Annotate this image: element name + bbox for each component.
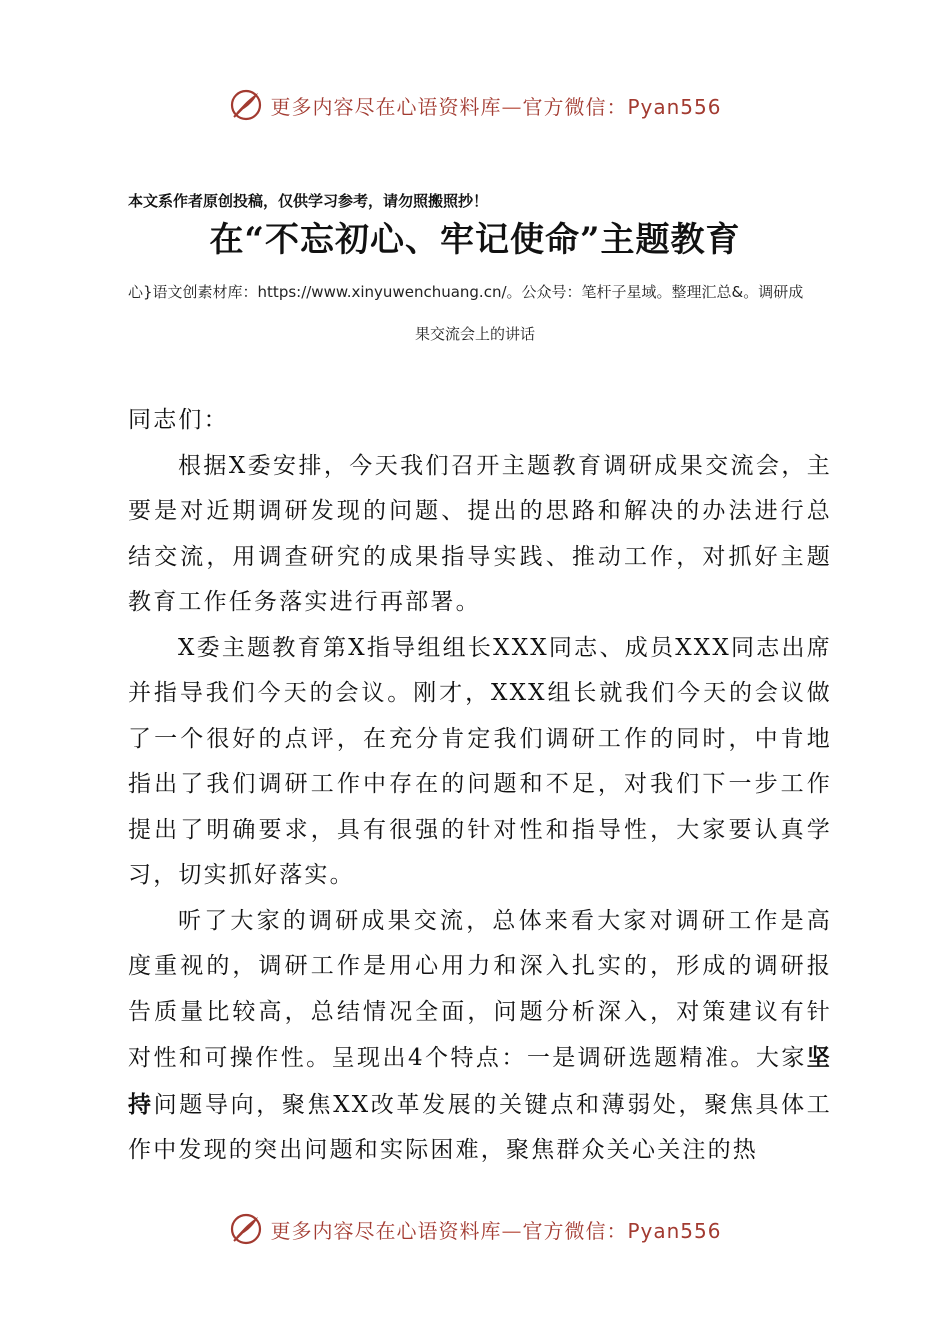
banner-main: 更多内容尽在心语资料库 [270, 1218, 502, 1243]
paragraph-3-text-c: 问题导向，聚焦XX改革发展的关键点和薄弱处，聚焦具体工作中发现的突出问题和实际困难，聚焦群众关心关注的热 [128, 1091, 832, 1163]
paragraph-3-text-b: 大家 [755, 1045, 807, 1071]
title-continuation: 果交流会上的讲话 [414, 325, 535, 343]
emphasis-keyword: 坚持 [128, 1044, 832, 1118]
banner-main: 更多内容尽在心语资料库 [270, 94, 502, 119]
page-title: 在“不忘初心、牢记使命”主题教育 [209, 220, 741, 260]
banner-text [270, 91, 721, 120]
quill-logo-icon [228, 1211, 264, 1247]
paragraph-3 [128, 899, 832, 1174]
source-line: 心}语文创素材库：https://www.xinyuwenchuang.cn/。公众号：笔杆子星域。整理汇总&。调研成 [128, 283, 804, 301]
paragraph-1: 根据X委安排，今天我们召开主题教育调研成果交流会，主要是对近期调研发现的问题、提出的思路和解决的办法进行总结交流，用调查研究的成果指导实践、推动工作，对抓好主题教育工作任务落实进行再部署。 [128, 452, 832, 615]
footer-banner [0, 1206, 950, 1252]
quill-logo-icon [228, 87, 264, 123]
banner-dash: — [501, 1218, 523, 1243]
banner-sub: 官方微信：Pyan556 [522, 1218, 722, 1243]
banner-dash: — [501, 94, 523, 119]
paragraph-2: X委主题教育第X指导组组长XXX同志、成员XXX同志出席并指导我们今天的会议。刚才，XXX组长就我们今天的会议做了一个很好的点评，在充分肯定我们调研工作的同时，中肯地指出了我们调研工作中存在的问题和不足，对我们下一步工作提出了明确要求，具有很强的针对性和指导性，大家要认真学习，切实抓好落实。 [128, 634, 832, 888]
salutation: 同志们： [128, 407, 229, 433]
banner-text [270, 1215, 721, 1244]
header-banner [0, 82, 950, 128]
point-one-heading: 一是调研选题精准。 [526, 1045, 756, 1071]
speech-body [128, 398, 832, 1174]
copyright-notice: 本文系作者原创投稿，仅供学习参考，请勿照搬照抄！ [128, 192, 489, 210]
paragraph-3-text: 听了大家的调研成果交流，总体来看大家对调研工作是高度重视的，调研工作是用心用力和深入扎实的，形成的调研报告质量比较高，总结情况全面，问题分析深入，对策建议有针对性和可操作性。呈现出4个特点： [128, 907, 832, 1071]
banner-sub: 官方微信：Pyan556 [522, 94, 722, 119]
